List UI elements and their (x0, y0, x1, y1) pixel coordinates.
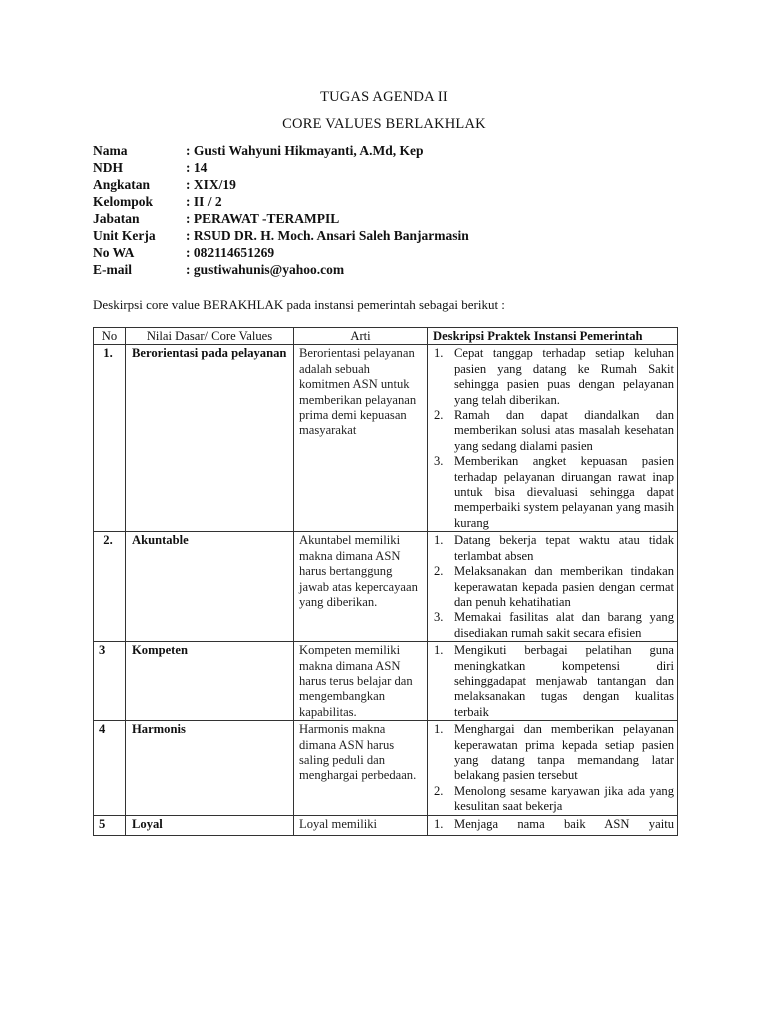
practice-description (428, 721, 678, 815)
header-deskripsi: Deskripsi Praktek Instansi Pemerintah (428, 328, 678, 345)
list-item (430, 610, 674, 641)
identity-value: : Gusti Wahyuni Hikmayanti, A.Md, Kep (186, 143, 424, 158)
identity-label: No WA (93, 245, 135, 260)
list-item (430, 722, 674, 784)
table-row (94, 721, 678, 815)
list-item (430, 817, 674, 832)
identity-label: Kelompok (93, 194, 154, 209)
core-value-name: Berorientasi pada pelayanan (126, 345, 294, 532)
list-item (430, 643, 674, 720)
identity-row-email (93, 261, 469, 278)
table-row (94, 815, 678, 835)
list-number: 1. (434, 816, 444, 831)
list-number: 3. (434, 610, 444, 625)
practice-list (430, 533, 674, 641)
list-number: 2. (434, 783, 444, 798)
list-text: Menghargai dan memberikan pelayanan keperawatan prima kepada setiap pasien yang datang tanpa memandang latar belakang pasien tersebut (454, 722, 674, 783)
list-text: Menolong sesame karyawan jika ada yang kesulitan saat bekerja (454, 783, 674, 814)
list-item (430, 784, 674, 815)
intro-text: Deskirpsi core value BERAKHLAK pada instansi pemerintah sebagai berikut : (93, 297, 505, 312)
list-number: 1. (434, 533, 444, 548)
identity-row-no-wa (93, 244, 469, 261)
list-item (430, 533, 674, 564)
list-text: Ramah dan dapat diandalkan dan memberikan solusi atas masalah kesehatan yang sedang dialami pasien (454, 408, 674, 453)
identity-label: Unit Kerja (93, 228, 156, 243)
list-text: Melaksanakan dan memberikan tindakan keperawatan kepada pasien dengan cermat dan penuh kehatihatian (454, 564, 674, 609)
core-value-name: Loyal (126, 815, 294, 835)
core-value-name: Harmonis (126, 721, 294, 815)
list-number: 1. (434, 722, 444, 737)
identity-row-jabatan (93, 210, 469, 227)
practice-list (430, 643, 674, 720)
core-value-name: Kompeten (126, 642, 294, 721)
list-item (430, 408, 674, 454)
row-number: 3 (94, 642, 126, 721)
row-number: 5 (94, 815, 126, 835)
list-number: 2. (434, 408, 444, 423)
header-nilai: Nilai Dasar/ Core Values (126, 328, 294, 345)
identity-value: : 14 (186, 160, 208, 175)
practice-description (428, 345, 678, 532)
list-number: 1. (434, 346, 444, 361)
identity-label: Jabatan (93, 211, 140, 226)
table-header-row (94, 328, 678, 345)
core-value-meaning: Berorientasi pelayanan adalah sebuah komitmen ASN untuk memberikan pelayanan prima demi kepuasan masyarakat (294, 345, 428, 532)
identity-value: : II / 2 (186, 194, 222, 209)
list-item (430, 346, 674, 408)
row-number: 1. (94, 345, 126, 532)
list-text: Memberikan angket kepuasan pasien terhadap pelayanan diruangan rawat inap untuk bisa dievaluasi sehingga dapat memperbaiki system pelayanan yang masih kurang (454, 454, 674, 530)
practice-list (430, 346, 674, 531)
list-text: Datang bekerja tepat waktu atau tidak terlambat absen (454, 533, 674, 563)
practice-description (428, 815, 678, 835)
identity-value: : gustiwahunis@yahoo.com (186, 262, 345, 277)
identity-label: Angkatan (93, 177, 151, 192)
document-subtitle: CORE VALUES BERLAKHLAK (282, 116, 486, 132)
practice-list (430, 817, 674, 832)
identity-row-ndh (93, 159, 469, 176)
identity-block (93, 142, 469, 278)
identity-label: E-mail (93, 262, 132, 277)
practice-description (428, 642, 678, 721)
identity-row-kelompok (93, 193, 469, 210)
list-text: Menjaga nama baik ASN yaitu (454, 816, 674, 831)
header-arti: Arti (294, 328, 428, 345)
practice-list (430, 722, 674, 814)
list-number: 1. (434, 643, 444, 658)
list-text: Mengikuti berbagai pelatihan guna meningkatkan kompetensi diri sehinggadapat menjawab tantangan dan melaksanakan tugas dengan kualitas terbaik (454, 643, 674, 719)
core-values-table (93, 327, 678, 836)
identity-value: : 082114651269 (186, 245, 275, 260)
core-value-name: Akuntable (126, 532, 294, 642)
identity-value: : RSUD DR. H. Moch. Ansari Saleh Banjarmasin (186, 228, 469, 243)
list-text: Cepat tanggap terhadap setiap keluhan pasien yang datang ke Rumah Sakit sehingga pasien puas dengan pelayanan yang telah diberikan. (454, 346, 674, 407)
core-value-meaning: Loyal memiliki (294, 815, 428, 835)
table-row (94, 345, 678, 532)
core-value-meaning: Harmonis makna dimana ASN harus saling peduli dan menghargai perbedaan. (294, 721, 428, 815)
list-number: 2. (434, 564, 444, 579)
table-row (94, 642, 678, 721)
list-number: 3. (434, 454, 444, 469)
row-number: 4 (94, 721, 126, 815)
core-value-meaning: Kompeten memiliki makna dimana ASN harus terus belajar dan mengembangkan kapabilitas. (294, 642, 428, 721)
identity-row-nama (93, 142, 469, 159)
identity-row-unit-kerja (93, 227, 469, 244)
practice-description (428, 532, 678, 642)
identity-label: Nama (93, 143, 128, 158)
identity-value: : PERAWAT -TERAMPIL (186, 211, 340, 226)
core-value-meaning: Akuntabel memiliki makna dimana ASN harus bertanggung jawab atas kepercayaan yang diberikan. (294, 532, 428, 642)
list-text: Memakai fasilitas alat dan barang yang disediakan rumah sakit secara efisien (454, 610, 674, 640)
document-title: TUGAS AGENDA II (320, 89, 448, 105)
row-number: 2. (94, 532, 126, 642)
list-item (430, 564, 674, 610)
identity-row-angkatan (93, 176, 469, 193)
table-row (94, 532, 678, 642)
identity-value: : XIX/19 (186, 177, 236, 192)
list-item (430, 454, 674, 531)
identity-label: NDH (93, 160, 123, 175)
header-no: No (94, 328, 126, 345)
